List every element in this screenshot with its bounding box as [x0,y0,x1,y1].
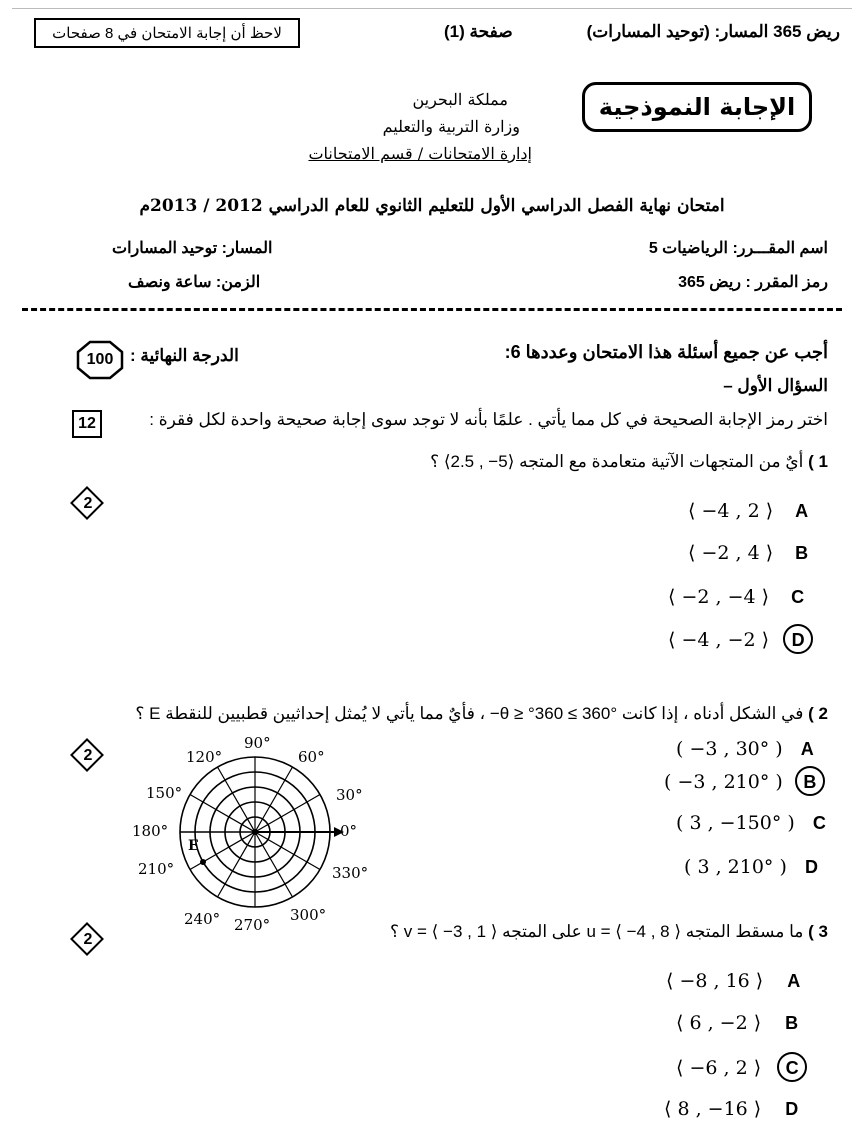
q1-option-b-value: ⟨ −2 , 4 ⟩ [688,542,774,564]
final-grade-badge [76,340,124,380]
course-code: رمز المقرر : ريض 365 [678,274,828,291]
angle-label-60: 60° [298,748,325,766]
question-2-number: 2 ) [808,704,828,723]
model-answer-badge: الإجابة النموذجية [582,82,812,132]
page-number: صفحة (1) [444,22,513,41]
time-info: الزمن: ساعة ونصف [128,274,261,291]
q2-option-d-letter: D [804,857,818,877]
q3-option-d-value: ⟨ 8 , −16 ⟩ [664,1098,762,1120]
question-1-marks: 2 [70,486,106,522]
q3-option-b-value: ⟨ 6 , −2 ⟩ [676,1012,762,1034]
first-question-heading: السؤال الأول – [723,376,828,395]
q1-option-a[interactable] [688,500,808,522]
answer-all-instruction: أجب عن جميع أسئلة هذا الامتحان وعددها 6: [504,342,828,362]
q2-option-d[interactable] [684,856,818,878]
q3-option-d[interactable] [664,1098,798,1120]
question-2-body: في الشكل أدناه ، إذا كانت °360 ≥ θ ≥ °360− ، فأيٌ مما يأتي لا يُمثل إحداثيين قطبيين للنقطة E ؟ [135,704,804,723]
angle-label-300: 300° [290,906,327,924]
question-marks-box: 12 [72,410,102,438]
section-separator [22,308,842,311]
course-track-header: ريض 365 المسار: (توحيد المسارات) [586,22,840,41]
q3-option-c-letter: C [777,1052,807,1082]
polar-grid-figure [130,732,380,942]
q3-option-b-letter: B [785,1013,799,1033]
q1-option-b[interactable] [688,542,808,564]
question-3-number: 3 ) [808,922,828,941]
final-grade-label: الدرجة النهائية : [130,346,239,365]
angle-label-150: 150° [146,784,183,802]
q2-option-b-letter: B [795,766,825,796]
q3-option-a-value: ⟨ −8 , 16 ⟩ [666,970,764,992]
q2-option-c-value: ( 3 , −150° ) [676,812,795,834]
ministry-name: وزارة التربية والتعليم [382,117,520,136]
question-1-text [430,452,828,472]
question-1-number: 1 ) [808,452,828,471]
q2-option-c[interactable] [676,812,826,834]
q2-option-b-value: ( −3 , 210° ) [664,771,783,793]
angle-label-210: 210° [138,860,175,878]
q3-option-c[interactable] [676,1052,807,1082]
q3-option-b[interactable] [676,1012,798,1034]
pages-note: لاحظ أن إجابة الامتحان في 8 صفحات [34,18,300,48]
header-row [12,14,852,54]
course-name: اسم المقـــرر: الرياضيات 5 [648,240,828,257]
q1-option-d-value: ⟨ −4 , −2 ⟩ [668,629,770,651]
choose-instruction: اختر رمز الإجابة الصحيحة في كل مما يأتي . علمًا بأنه لا توجد سوى إجابة صحيحة واحدة لكل فقرة : [149,410,828,429]
angle-label-0: 0° [340,822,358,840]
q1-option-c[interactable] [668,586,804,608]
q1-option-b-letter: B [795,543,809,563]
question-1-body: أيٌ من المتجهات الآتية متعامدة مع المتجه ⟨5− , 2.5⟩ ؟ [430,452,804,471]
q3-option-a-letter: A [787,971,801,991]
kingdom-name: مملكة البحرين [412,90,508,109]
header-rule [12,8,852,9]
q1-option-d[interactable] [668,624,813,654]
question-3-marks: 2 [70,922,106,958]
q1-option-a-letter: A [795,501,809,521]
angle-label-270: 270° [234,916,271,934]
q3-option-c-value: ⟨ −6 , 2 ⟩ [676,1057,762,1079]
angle-label-120: 120° [186,748,223,766]
q1-option-c-value: ⟨ −2 , −4 ⟩ [668,586,770,608]
track-info: المسار: توحيد المسارات [112,240,273,257]
point-e-label: E [188,838,199,854]
q1-option-d-letter: D [783,624,813,654]
exam-department: إدارة الامتحانات / قسم الامتحانات [308,144,532,163]
ministry-block [300,86,532,167]
final-grade-value: 100 [86,351,114,368]
q2-option-d-value: ( 3 , 210° ) [684,856,787,878]
q2-option-c-letter: C [812,813,826,833]
q2-option-a[interactable] [676,738,814,760]
q3-option-a[interactable] [666,970,800,992]
exam-title: امتحان نهاية الفصل الدراسي الأول للتعليم الثانوي للعام الدراسي 2012 / 2013م [139,196,725,216]
angle-label-30: 30° [336,786,363,804]
q2-option-b[interactable] [664,766,825,796]
q1-option-a-value: ⟨ −4 , 2 ⟩ [688,500,774,522]
question-3-body: ما مسقط المتجه u = ⟨ −4 , 8 ⟩ على المتجه v = ⟨ −3 , 1 ⟩ ؟ [390,922,804,941]
question-2-text [135,704,828,724]
angle-label-180: 180° [132,822,169,840]
question-3-text [390,922,828,942]
angle-label-330: 330° [332,864,369,882]
angle-label-90: 90° [244,734,271,752]
question-2-marks: 2 [70,738,106,774]
q3-option-d-letter: D [785,1099,799,1119]
q2-option-a-value: ( −3 , 30° ) [676,738,783,760]
q1-option-c-letter: C [791,587,805,607]
angle-label-240: 240° [184,910,221,928]
q2-option-a-letter: A [800,739,814,759]
